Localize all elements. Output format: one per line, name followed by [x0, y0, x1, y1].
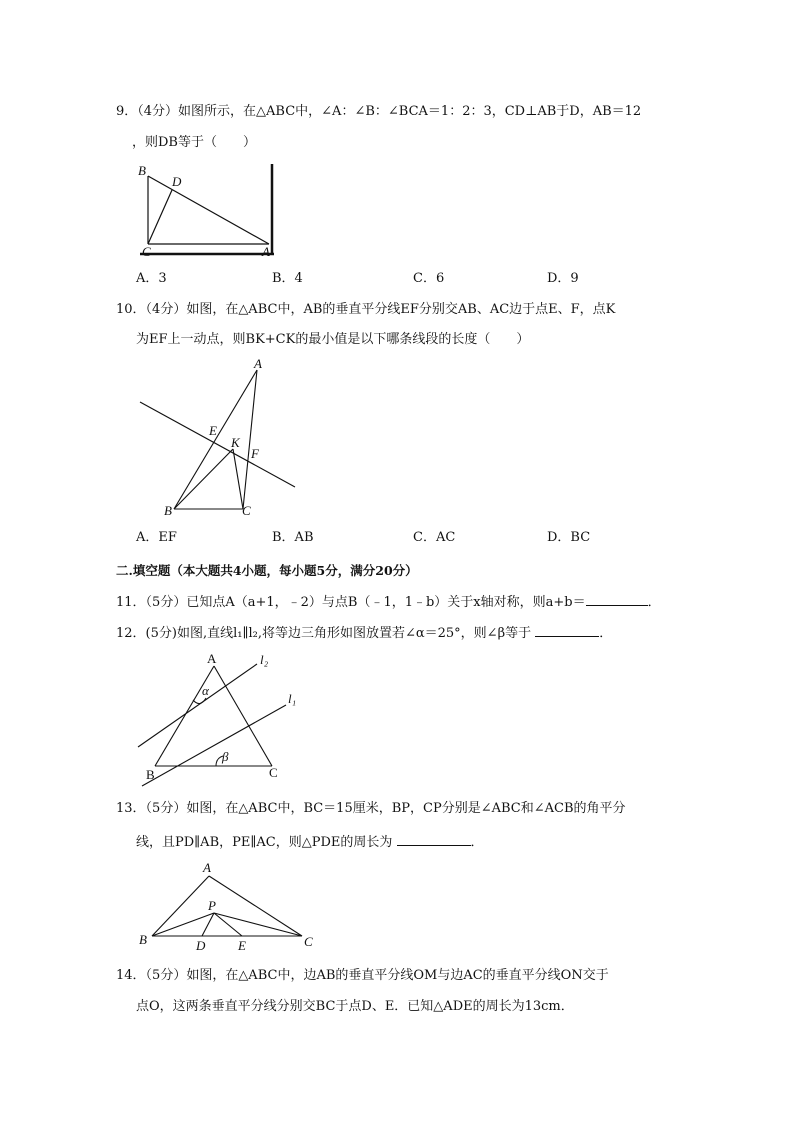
q14-text-line1: 14．（5分）如图，在△ABC中，边AB的垂直平分线OM与边AC的垂直平分线ON交于: [116, 968, 609, 983]
q12-label-beta: β: [222, 749, 229, 764]
q9-label-a: A: [262, 244, 270, 259]
q10-option-c: C．AC: [413, 530, 456, 545]
q13-label-p: P: [208, 898, 216, 913]
q11-text: [116, 593, 661, 611]
q9-text-line1: 9．（4分）如图所示，在△ABC中，∠A：∠B：∠BCA＝1：2：3，CD⊥AB于D，AB＝12: [116, 104, 642, 119]
q14-text-line2: 点O，这两条垂直平分线分别交BC于点D、E．已知△ADE的周长为13cm．: [136, 999, 574, 1014]
q10-figure: [138, 356, 298, 522]
q13-answer-blank[interactable]: [397, 833, 471, 846]
q10-label-k: K: [231, 435, 240, 450]
q10-label-e: E: [209, 423, 217, 438]
q12-figure: [136, 648, 301, 788]
q12-text-body: 12．(5分)如图,直线l₁∥l₂,将等边三角形如图放置若∠α＝25°，则∠β等于: [116, 626, 532, 641]
q13-label-b: B: [139, 932, 147, 947]
q9-label-c: C: [142, 244, 151, 259]
q12-label-l1: l₁: [288, 691, 297, 706]
section-heading: 二.填空题（本大题共4小题，每小题5分，满分20分）: [116, 563, 418, 578]
q9-label-d: D: [172, 174, 182, 189]
q13-label-a: A: [203, 860, 211, 875]
q11-text-end: ．: [647, 595, 661, 610]
q13-text-line2-body: 线，且PD∥AB，PE∥AC，则△PDE的周长为: [136, 835, 393, 850]
q13-label-c: C: [304, 934, 313, 949]
q13-label-e: E: [238, 938, 246, 953]
q10-text-line2: 为EF上一动点，则BK+CK的最小值是以下哪条线段的长度（ ）: [136, 332, 530, 347]
q13-label-d: D: [196, 938, 206, 953]
q10-option-a: A．EF: [136, 530, 177, 545]
q9-option-a: A．3: [136, 271, 167, 286]
q12-answer-blank[interactable]: [535, 624, 599, 637]
q13-text-end: ．: [470, 835, 484, 850]
q9-text-line2: ，则DB等于（ ）: [132, 135, 256, 150]
q13-figure: [134, 858, 319, 953]
q11-text-body: 11．（5分）已知点A（a+1，﹣2）与点B（﹣1，1﹣b）关于x轴对称，则a+b＝: [116, 595, 586, 610]
q10-option-d: D．BC: [547, 530, 591, 545]
q13-text-line1: 13．（5分）如图，在△ABC中，BC＝15厘米，BP，CP分别是∠ABC和∠ACB的角平分: [116, 801, 626, 816]
q12-text: [116, 624, 612, 642]
q10-text-line1: 10．（4分）如图，在△ABC中，AB的垂直平分线EF分别交AB、AC边于点E、F，点K: [116, 302, 616, 317]
q9-option-d: D．9: [547, 271, 579, 286]
q9-figure: [134, 158, 284, 262]
q9-label-b: B: [138, 163, 146, 178]
q10-label-b: B: [164, 503, 172, 518]
q10-label-a: A: [254, 356, 262, 371]
q12-label-c: C: [269, 765, 278, 780]
q10-label-c: C: [242, 503, 251, 518]
q12-label-b: B: [146, 767, 155, 782]
q13-text-line2: [136, 833, 484, 851]
q11-answer-blank[interactable]: [586, 593, 648, 606]
q12-label-a: A: [207, 651, 217, 666]
q12-label-alpha: α: [202, 683, 209, 698]
q9-option-c: C．6: [413, 271, 445, 286]
q12-label-l2: l₂: [260, 652, 269, 667]
q10-option-b: B．AB: [272, 530, 314, 545]
q10-label-f: F: [251, 446, 259, 461]
q9-option-b: B．4: [272, 271, 303, 286]
q12-text-end: ．: [599, 626, 613, 641]
